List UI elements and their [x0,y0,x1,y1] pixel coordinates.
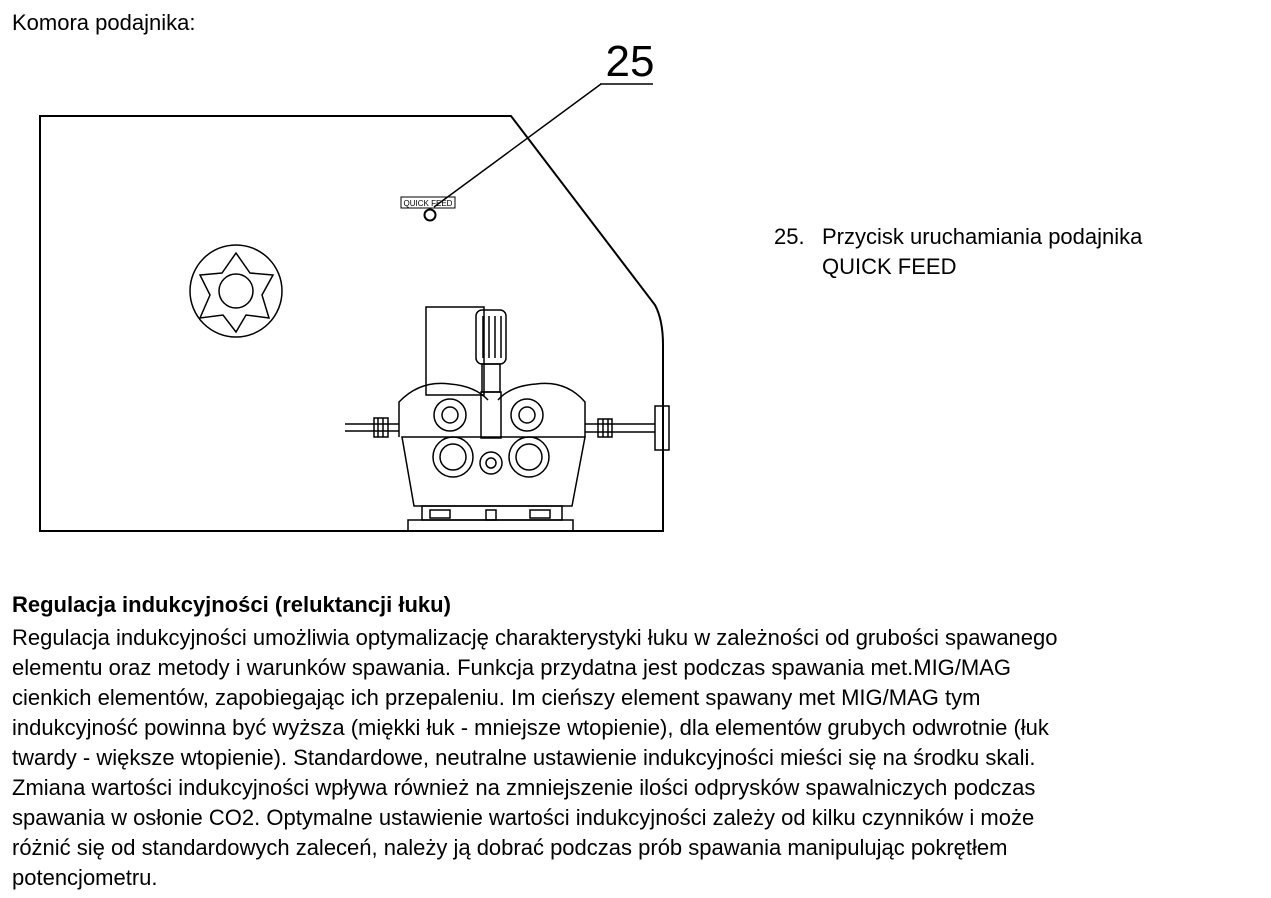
quick-feed-button-icon [425,210,436,221]
legend-number: 25. [774,224,805,249]
paragraph-line: cienkich elementów, zapobiegając ich przepaleniu. Im cieńszy element spawany met MIG/MAG tym [12,685,981,710]
callout-number: 25 [605,37,655,86]
legend-line-2: QUICK FEED [822,254,957,279]
paragraph-line: spawania w osłonie CO2. Optymalne ustawienie wartości indukcyjności zależy od kilku czynników i może [12,805,1035,830]
wire-feeder-icon [345,307,669,531]
quick-feed-label: QUICK FEED [403,199,453,208]
paragraph-line: potencjometru. [12,865,158,890]
spool-hub-icon [190,245,282,337]
paragraph-line: Regulacja indukcyjności umożliwia optymalizację charakterystyki łuku w zależności od grubości spawanego [12,625,1058,650]
paragraph-line: Zmiana wartości indukcyjności wpływa również na zmniejszenie ilości odprysków spawalniczych podczas [12,775,1036,800]
legend-line-1: Przycisk uruchamiania podajnika [822,224,1143,249]
page-heading: Komora podajnika: [12,10,196,35]
paragraph-line: różnić się od standardowych zaleceń, należy ją dobrać podczas prób spawania manipulując pokrętłem [12,835,1008,860]
paragraph-line: twardy - większe wtopienie). Standardowe, neutralne ustawienie indukcyjności mieści się na środku skali. [12,745,1036,770]
body-paragraph [12,623,1267,893]
legend-text [822,222,1142,282]
spool-star [200,253,273,332]
section-title: Regulacja indukcyjności (reluktancji łuku) [12,592,451,617]
callout-leader [434,84,601,207]
housing-outline [40,116,663,531]
paragraph-line: elementu oraz metody i warunków spawania. Funkcja przydatna jest podczas spawania met.MIG/MAG [12,655,1012,680]
paragraph-line: indukcyjność powinna być wyższa (miękki łuk - mniejsze wtopienie), dla elementów grubych odwrotnie (łuk [12,715,1049,740]
